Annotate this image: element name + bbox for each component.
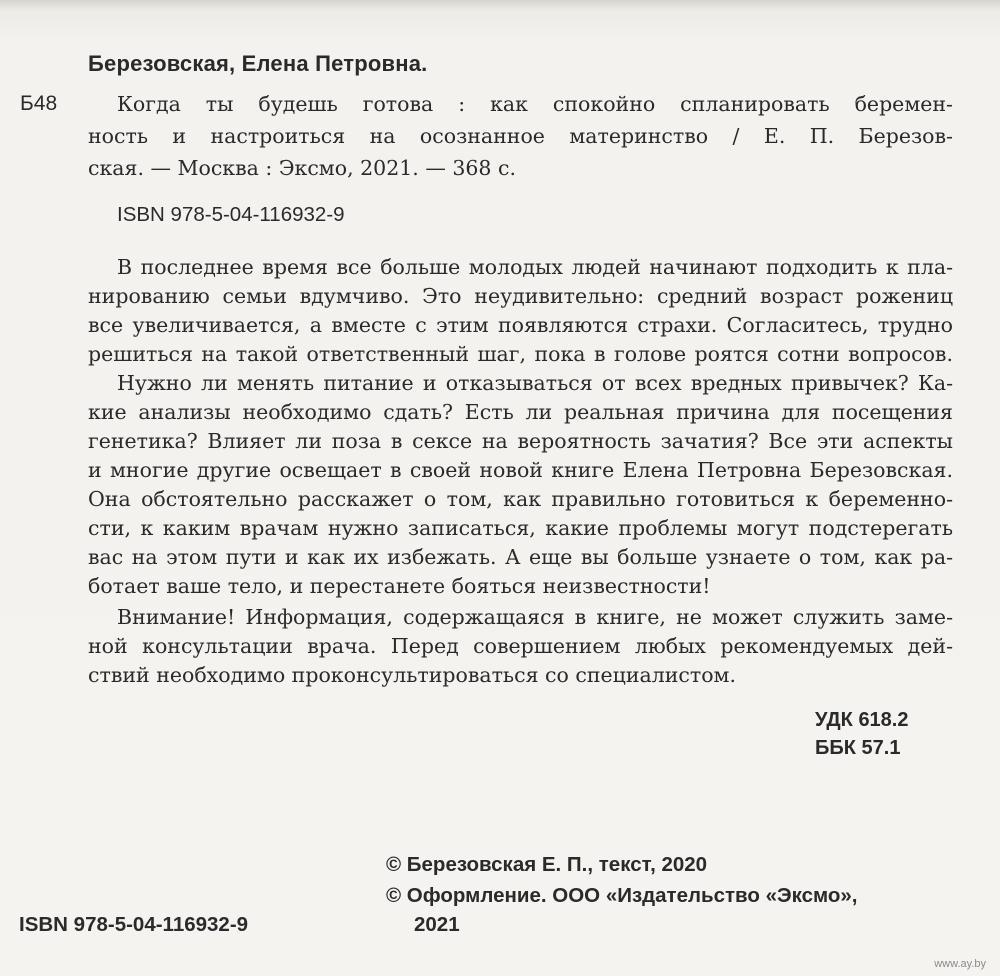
udk-code: УДК 618.2 xyxy=(815,709,909,731)
copyright-design: © Оформление. ООО «Издательство «Эксмо», xyxy=(386,884,858,907)
annotation-line: сти, к каким врачам нужно записаться, какие проблемы могут подстерегать xyxy=(88,516,953,540)
author-heading: Березовская, Елена Петровна. xyxy=(88,51,428,76)
page-top-shadow xyxy=(0,0,1000,10)
annotation-line: генетика? Влияет ли поза в сексе на вероятность зачатия? Все эти аспекты xyxy=(88,429,953,453)
annotation-line: ботает ваше тело, и перестанете бояться неизвестности! xyxy=(88,574,711,598)
annotation-line: В последнее время все больше молодых людей начинают подходить к пла- xyxy=(117,255,953,279)
copyright-year: 2021 xyxy=(414,913,460,936)
annotation-line: решиться на такой ответственный шаг, пока в голове роятся сотни вопросов. xyxy=(88,342,953,366)
annotation-line: вас на этом пути и как их избежать. А еще вы больше узнаете о том, как ра- xyxy=(88,545,953,569)
annotation-line: кие анализы необходимо сдать? Есть ли реальная причина для посещения xyxy=(88,400,953,424)
annotation-line: Нужно ли менять питание и отказываться от всех вредных привычек? Ка- xyxy=(117,371,953,395)
watermark: www.ay.by xyxy=(934,958,986,970)
copyright-text: © Березовская Е. П., текст, 2020 xyxy=(386,853,708,876)
isbn-record: ISBN 978-5-04-116932-9 xyxy=(117,203,345,226)
title-line: ская. — Москва : Эксмо, 2021. — 368 с. xyxy=(88,156,516,180)
annotation-line: все увеличивается, а вместе с этим появляются страхи. Согласитесь, трудно xyxy=(88,313,953,337)
title-line: Когда ты будешь готова : как спокойно спланировать беремен- xyxy=(117,92,953,116)
warning-line: ной консультации врача. Перед совершением любых рекомендуемых дей- xyxy=(88,634,953,658)
warning-line: ствий необходимо проконсультироваться со специалистом. xyxy=(88,663,737,687)
isbn-footer: ISBN 978-5-04-116932-9 xyxy=(19,913,249,936)
title-line: ность и настроиться на осознанное материнство / Е. П. Березов- xyxy=(88,124,953,148)
warning-line: Внимание! Информация, содержащаяся в книге, не может служить заме- xyxy=(117,605,953,629)
bbk-code: ББК 57.1 xyxy=(815,737,901,759)
author-sign-code: Б48 xyxy=(20,92,58,115)
annotation-line: нированию семьи вдумчиво. Это неудивительно: средний возраст рожениц xyxy=(88,284,953,308)
annotation-line: Она обстоятельно расскажет о том, как правильно готовиться к беременно- xyxy=(88,487,953,511)
annotation-line: и многие другие освещает в своей новой книге Елена Петровна Березовская. xyxy=(88,458,953,482)
